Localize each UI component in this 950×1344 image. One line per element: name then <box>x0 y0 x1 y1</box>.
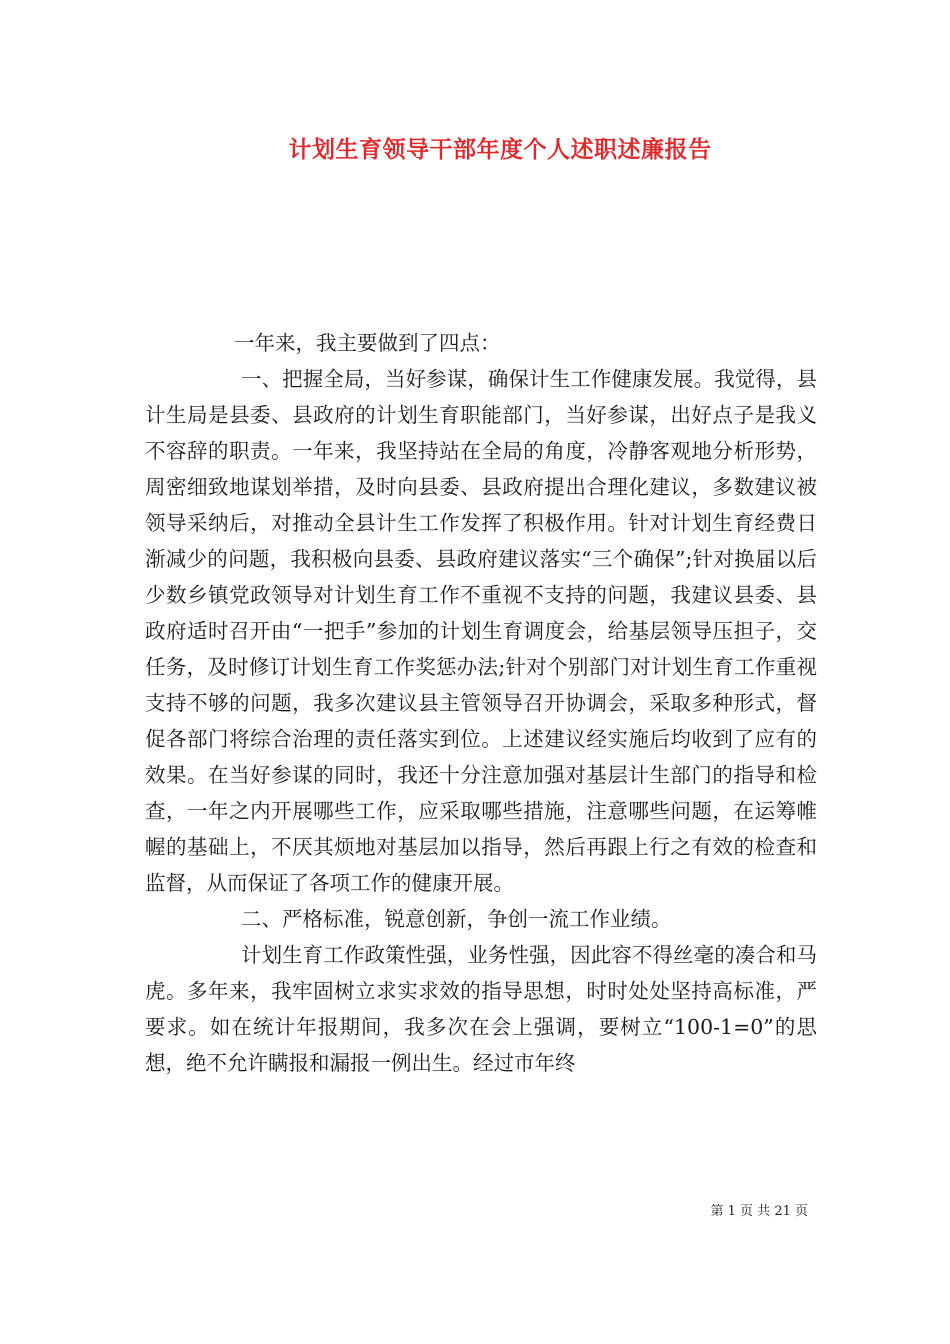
document-title: 计划生育领导干部年度个人述职述廉报告 <box>288 136 712 163</box>
paragraph-section-two-heading: 二、严格标准，锐意创新，争创一流工作业绩。 <box>241 907 672 931</box>
document-body <box>145 325 817 1081</box>
page-number-footer: 第 1 页 共 21 页 <box>710 1204 808 1219</box>
paragraph-section-one: 一、把握全局，当好参谋，确保计生工作健康发展。我觉得，县计生局是县委、县政府的计划生育职能部门，当好参谋，出好点子是我义不容辞的职责。一年来，我坚持站在全局的角度，冷静客观地分析形势，周密细致地谋划举措，及时向县委、县政府提出合理化建议，多数建议被领导采纳后，对推动全县计生工作发挥了积极作用。针对计划生育经费日渐减少的问题，我积极向县委、县政府建议落实“三个确保”;针对换届以后少数乡镇党政领导对计划生育工作不重视不支持的问题，我建议县委、县政府适时召开由“一把手”参加的计划生育调度会，给基层领导压担子，交任务，及时修订计划生育工作奖惩办法;针对个别部门对计划生育工作重视支持不够的问题，我多次建议县主管领导召开协调会，采取多种形式，督促各部门将综合治理的责任落实到位。上述建议经实施后均收到了应有的效果。在当好参谋的同时，我还十分注意加强对基层计生部门的指导和检查，一年之内开展哪些工作，应采取哪些措施，注意哪些问题，在运筹帷幄的基础上，不厌其烦地对基层加以指导，然后再跟上行之有效的检查和监督，从而保证了各项工作的健康开展。 <box>145 367 817 895</box>
paragraph-intro: 一年来，我主要做到了四点： <box>234 331 501 355</box>
paragraph-section-two-body: 计划生育工作政策性强，业务性强，因此容不得丝毫的凑合和马虎。多年来，我牢固树立求实求效的指导思想，时时处处坚持高标准，严要求。如在统计年报期间，我多次在会上强调，要树立“100-1=0”的思想，绝不允许瞒报和漏报一例出生。经过市年终 <box>145 943 817 1075</box>
